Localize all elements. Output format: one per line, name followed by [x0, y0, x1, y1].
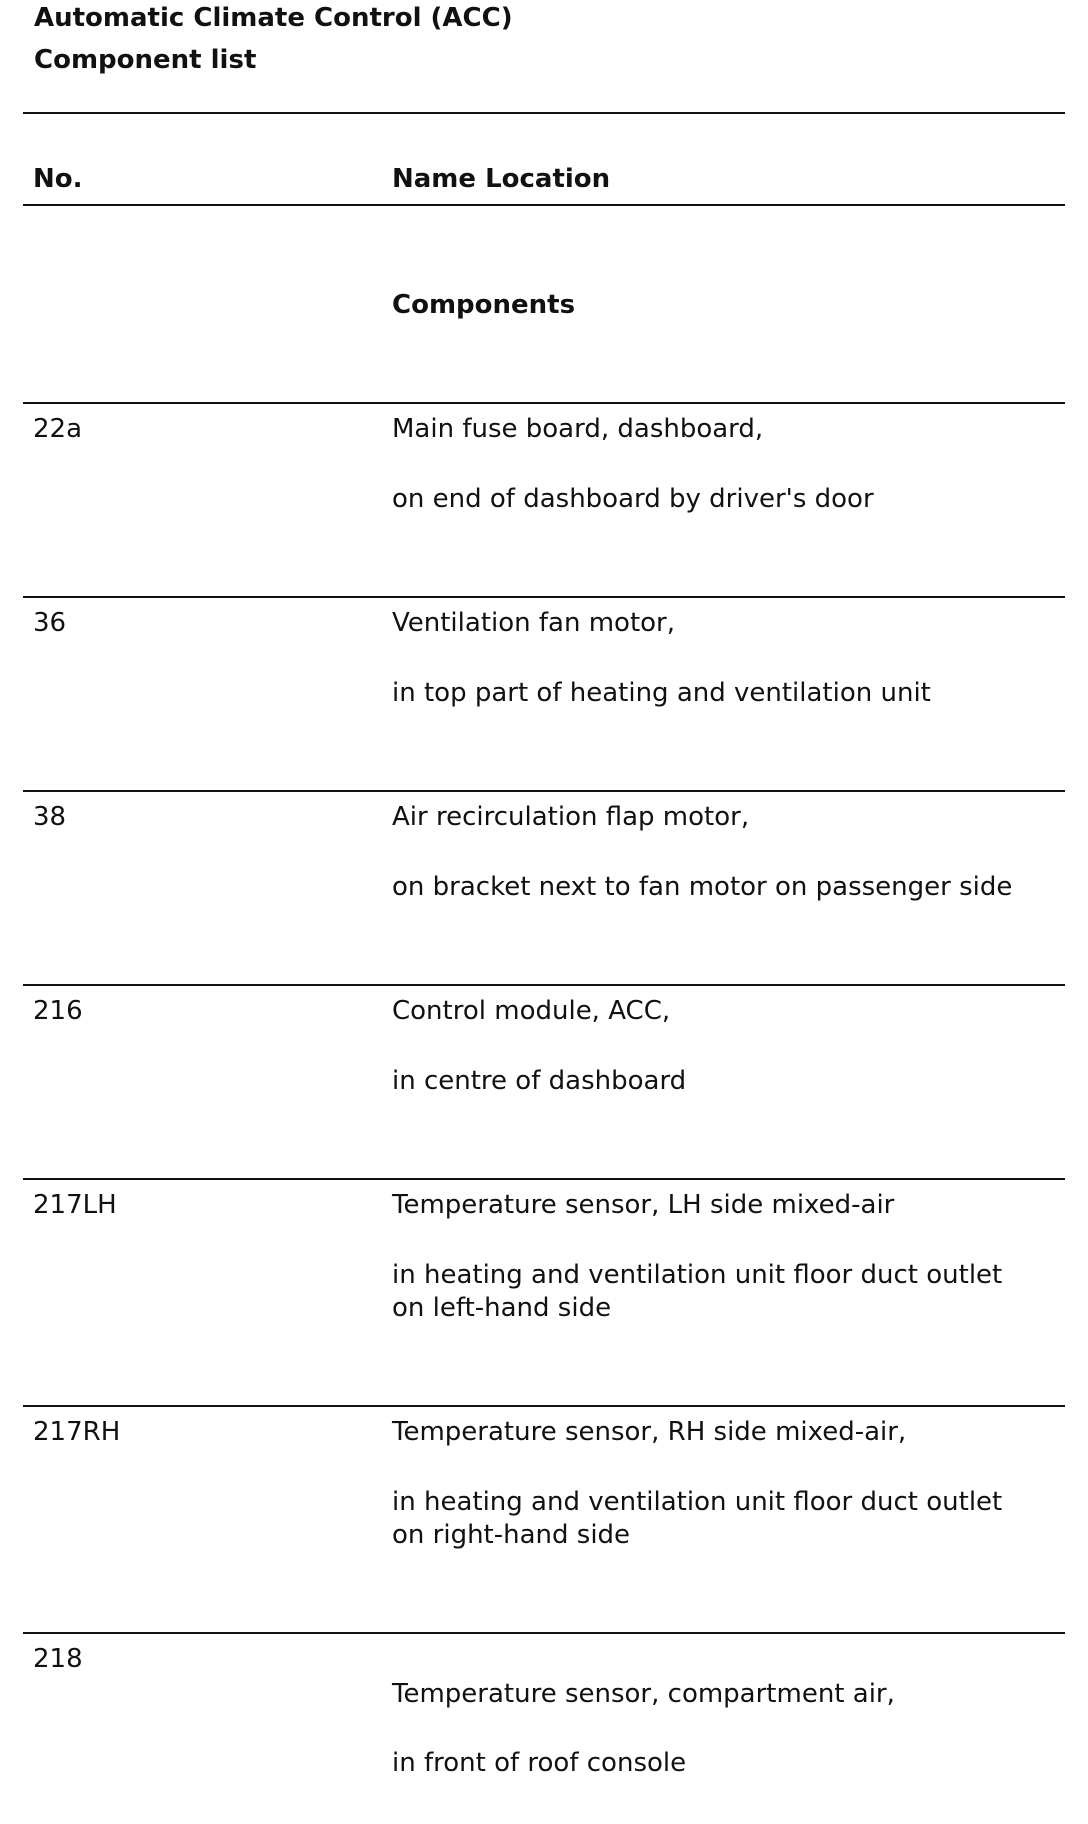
component-location: in heating and ventilation unit floor duct outlet [392, 1487, 1003, 1517]
component-name: Control module, ACC, [392, 996, 671, 1026]
component-number: 36 [33, 608, 67, 638]
component-name: Main fuse board, dashboard, [392, 414, 764, 444]
row-divider [23, 1632, 1065, 1634]
component-location: in centre of dashboard [392, 1066, 687, 1096]
component-name: Air recirculation flap motor, [392, 802, 750, 832]
component-location: on end of dashboard by driver's door [392, 484, 874, 514]
header-top-rule [23, 112, 1065, 114]
column-header-no: No. [33, 164, 83, 194]
component-name: Temperature sensor, RH side mixed-air, [392, 1417, 907, 1447]
component-location: on bracket next to fan motor on passenger side [392, 872, 1013, 902]
row-divider [23, 402, 1065, 404]
row-divider [23, 790, 1065, 792]
component-number: 217RH [33, 1417, 121, 1447]
row-divider [23, 596, 1065, 598]
component-name: Temperature sensor, compartment air, [392, 1679, 895, 1709]
document-title: Automatic Climate Control (ACC) [34, 3, 513, 33]
document-subtitle: Component list [34, 45, 257, 75]
component-location: in heating and ventilation unit floor duct outlet [392, 1260, 1003, 1290]
row-divider [23, 984, 1065, 986]
header-bottom-rule [23, 204, 1065, 206]
component-location: in front of roof console [392, 1748, 687, 1778]
component-name: Temperature sensor, LH side mixed-air [392, 1190, 895, 1220]
component-number: 22a [33, 414, 83, 444]
row-divider [23, 1405, 1065, 1407]
component-number: 217LH [33, 1190, 117, 1220]
component-name: Ventilation fan motor, [392, 608, 676, 638]
column-header-name-location: Name Location [392, 164, 611, 194]
component-number: 38 [33, 802, 67, 832]
component-number: 216 [33, 996, 83, 1026]
row-divider [23, 1178, 1065, 1180]
section-label: Components [392, 290, 576, 320]
component-location: in top part of heating and ventilation unit [392, 678, 931, 708]
component-location-continued: on right-hand side [392, 1520, 631, 1550]
component-number: 218 [33, 1644, 83, 1674]
component-location-continued: on left-hand side [392, 1293, 612, 1323]
